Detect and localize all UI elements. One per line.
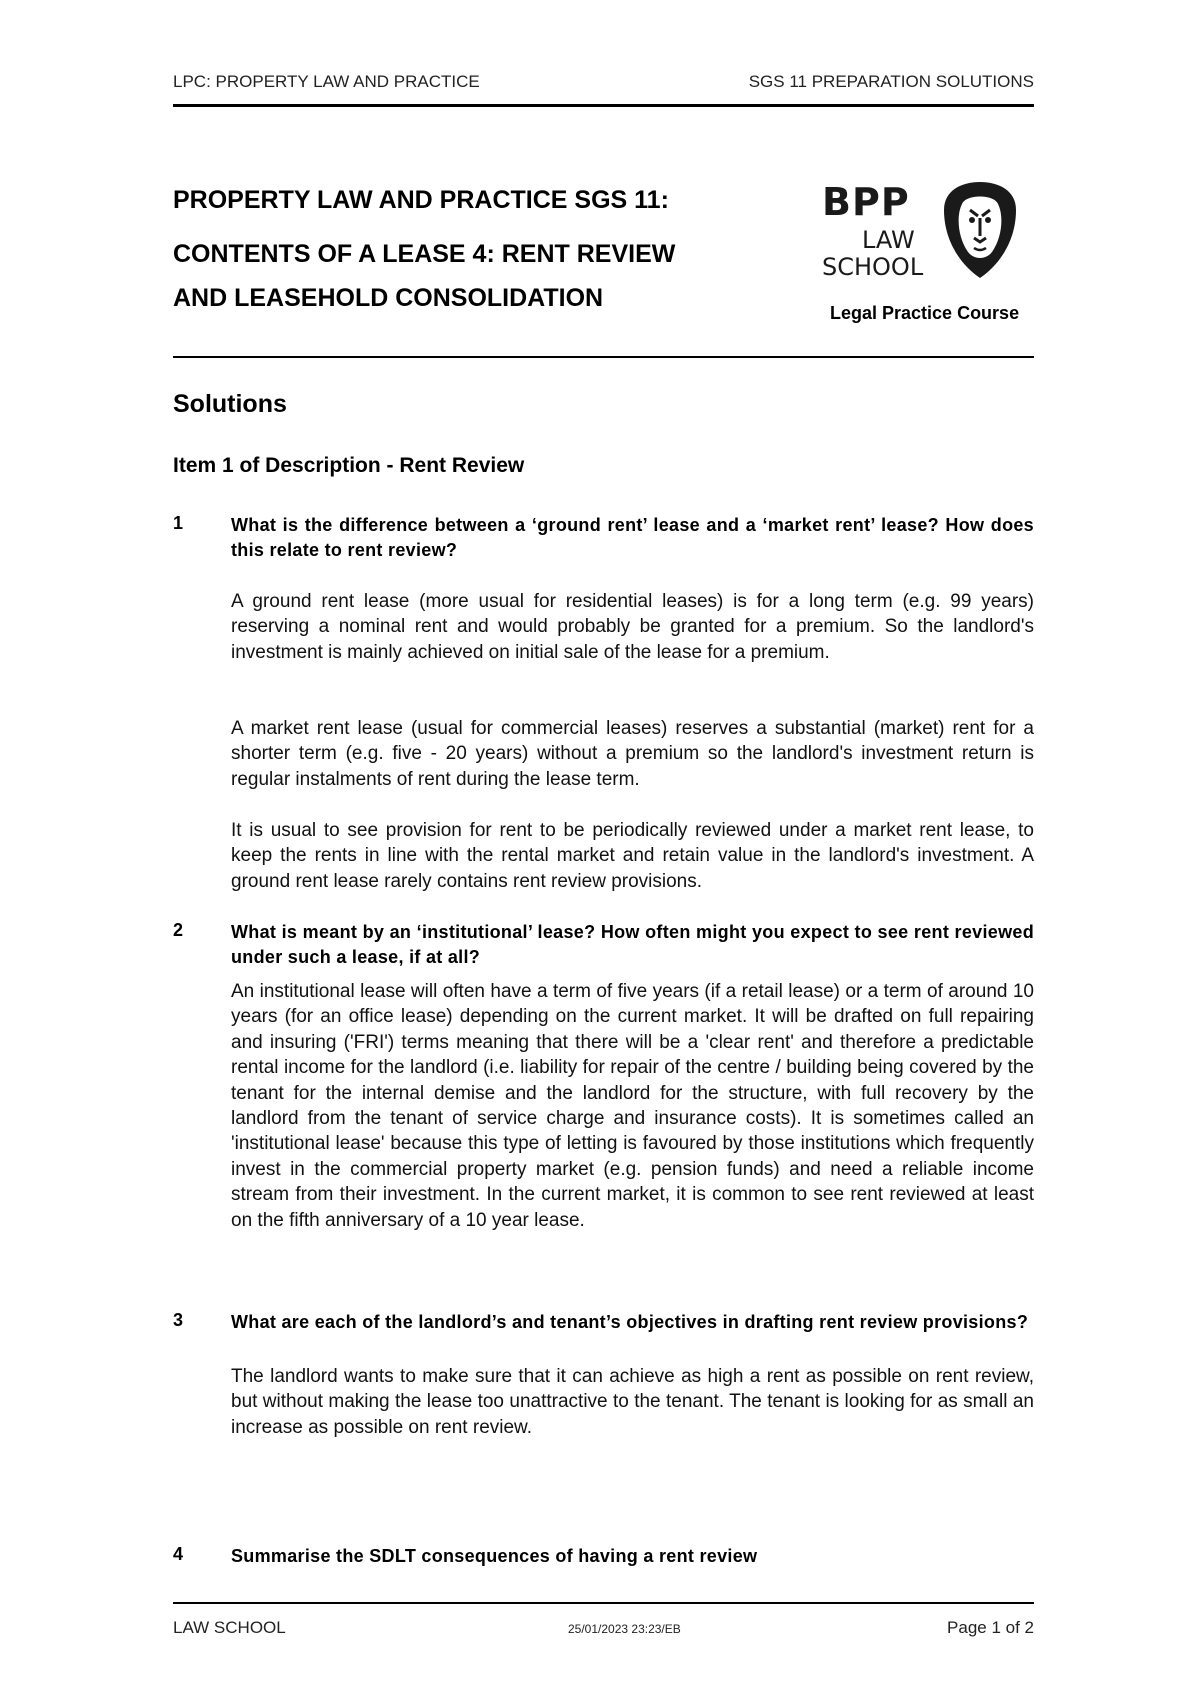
footer-rule <box>173 1602 1034 1604</box>
header-right: SGS 11 PREPARATION SOLUTIONS <box>748 72 1034 91</box>
answer-paragraph: A ground rent lease (more usual for residential leases) is for a long term (e.g. 99 years) reserving a nominal rent and would probably be granted for a premium. So the landlord's investment is mainly achieved on initial sale of the lease for a premium. <box>231 591 1034 663</box>
answer-paragraph: A market rent lease (usual for commercial leases) reserves a substantial (market) rent for a shorter term (e.g. five - 20 years) without a premium so the landlord's investment return is regular instalments of rent during the lease term. <box>231 718 1034 790</box>
section-heading: Solutions <box>173 390 287 418</box>
question-text: Summarise the SDLT consequences of having a rent review <box>231 1546 758 1566</box>
footer-left: LAW SCHOOL <box>173 1618 286 1637</box>
question-text: What are each of the landlord’s and tenant’s objectives in drafting rent review provisions? <box>231 1312 1029 1332</box>
answer-paragraph: It is usual to see provision for rent to be periodically reviewed under a market rent lease, to keep the rents in line with the rental market and retain value in the landlord's investment. A ground rent lease rarely contains rent review provisions. <box>231 820 1034 892</box>
answer-paragraph: An institutional lease will often have a term of five years (if a retail lease) or a term of around 10 years (for an office lease) depending on the current market. It will be drafted on full repairing and insuring ('FRI') terms meaning that there will be a 'clear rent' and therefore a predictable rental income for the landlord (i.e. liability for repair of the centre / building being covered by the tenant for the internal demise and the landlord for the structure, with full recovery by the landlord from the tenant of service charge and insurance costs). It is sometimes called an 'institutional lease' because this type of letting is favoured by those institutions which frequently invest in the commercial property market (e.g. pension funds) and need a reliable income stream from their investment. In the current market, it is common to see rent reviewed at least on the fifth anniversary of a 10 year lease. <box>231 981 1034 1231</box>
logo-caption: Legal Practice Course <box>830 303 1020 323</box>
bpp-logo <box>820 180 1020 330</box>
page-number: Page 1 of 2 <box>947 1618 1034 1637</box>
title-line-1: PROPERTY LAW AND PRACTICE SGS 11: <box>173 186 669 214</box>
logo-brand: BPP <box>822 180 910 224</box>
header-rule <box>173 104 1034 107</box>
logo-line-1: LAW <box>862 226 915 254</box>
question-text: What is meant by an ‘institutional’ lease? How often might you expect to see rent reviewed under such a lease, if at all? <box>231 922 1034 967</box>
title-line-2: CONTENTS OF A LEASE 4: RENT REVIEW <box>173 240 676 268</box>
logo-line-2: SCHOOL <box>822 253 924 281</box>
title-rule <box>173 356 1034 358</box>
question-number: 4 <box>173 1544 184 1564</box>
subheading: Item 1 of Description - Rent Review <box>173 454 525 477</box>
question-number: 2 <box>173 920 184 940</box>
lion-shield-icon <box>940 180 1020 280</box>
question-number: 1 <box>173 513 184 533</box>
question-text: What is the difference between a ‘ground rent’ lease and a ‘market rent’ lease? How does this relate to rent review? <box>231 515 1034 560</box>
footer-timestamp: 25/01/2023 23:23/EB <box>568 1622 681 1636</box>
answer-paragraph: The landlord wants to make sure that it can achieve as high a rent as possible on rent review, but without making the lease too unattractive to the tenant. The tenant is looking for as small an increase as possible on rent review. <box>231 1366 1034 1438</box>
title-line-3: AND LEASEHOLD CONSOLIDATION <box>173 284 604 312</box>
header-left: LPC: PROPERTY LAW AND PRACTICE <box>173 72 480 91</box>
question-number: 3 <box>173 1310 184 1330</box>
